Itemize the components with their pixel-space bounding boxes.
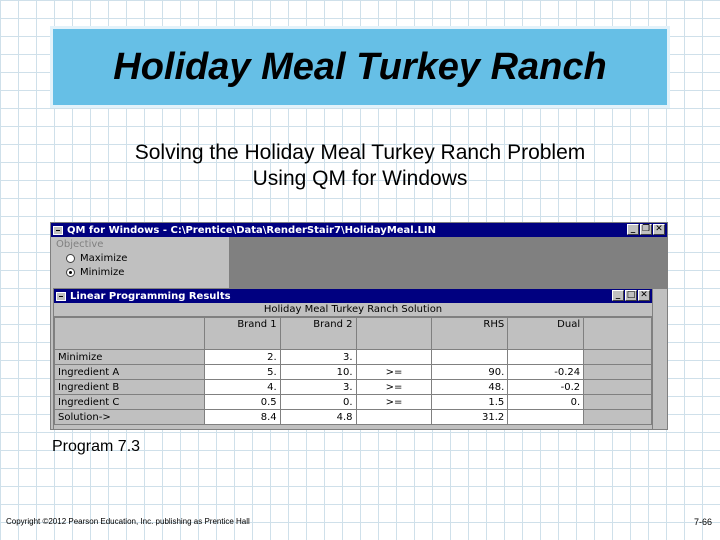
table-cell[interactable] <box>356 410 432 425</box>
program-label: Program 7.3 <box>52 438 141 455</box>
maximize-label: Maximize <box>80 253 128 264</box>
slide-title-box <box>50 26 670 108</box>
table-cell[interactable]: 31.2 <box>432 410 508 425</box>
table-cell[interactable]: >= <box>356 395 432 410</box>
minimize-button[interactable]: _ <box>627 224 639 235</box>
table-cell[interactable] <box>432 350 508 365</box>
slide-subtitle <box>0 140 720 192</box>
qm-main-window <box>50 222 668 430</box>
lp-results-window <box>53 288 653 430</box>
restore-button[interactable]: ❐ <box>641 224 651 234</box>
row-label-ingredient-b: Ingredient B <box>55 380 205 395</box>
table-cell[interactable]: 90. <box>432 365 508 380</box>
table-row-ingredient-b <box>55 380 652 395</box>
header-filler <box>584 318 652 350</box>
objective-legend: Objective <box>56 239 104 250</box>
row-label-minimize: Minimize <box>55 350 205 365</box>
row-label-solution: Solution-> <box>55 410 205 425</box>
table-cell[interactable] <box>508 410 584 425</box>
table-cell[interactable]: 0. <box>508 395 584 410</box>
table-cell[interactable]: 10. <box>280 365 356 380</box>
row-filler <box>584 395 652 410</box>
subtitle-line-2: Using QM for Windows <box>252 167 468 190</box>
table-cell[interactable]: 2. <box>204 350 280 365</box>
table-cell[interactable]: 3. <box>280 380 356 395</box>
results-close-button[interactable]: ✕ <box>638 290 650 301</box>
subtitle-line-1: Solving the Holiday Meal Turkey Ranch Problem <box>134 141 586 164</box>
results-titlebar[interactable] <box>54 289 652 303</box>
header-rhs: RHS <box>432 318 508 350</box>
maximize-option[interactable] <box>66 253 226 264</box>
solution-title: Holiday Meal Turkey Ranch Solution <box>54 303 652 317</box>
results-window-title: Linear Programming Results <box>70 290 231 302</box>
results-minimize-button[interactable]: _ <box>612 290 624 301</box>
close-button[interactable]: ✕ <box>653 224 665 235</box>
minimize-option[interactable] <box>66 267 226 278</box>
table-cell[interactable]: >= <box>356 365 432 380</box>
table-cell[interactable]: -0.2 <box>508 380 584 395</box>
results-maximize-button[interactable]: □ <box>626 290 636 300</box>
objective-group <box>54 239 226 289</box>
row-filler <box>584 350 652 365</box>
table-row-solution <box>55 410 652 425</box>
table-row-minimize <box>55 350 652 365</box>
table-cell[interactable]: -0.24 <box>508 365 584 380</box>
minimize-label: Minimize <box>80 267 125 278</box>
row-label-ingredient-c: Ingredient C <box>55 395 205 410</box>
table-cell[interactable]: 4. <box>204 380 280 395</box>
maximize-radio[interactable] <box>66 254 75 263</box>
qm-titlebar[interactable] <box>51 223 667 237</box>
system-menu-icon[interactable] <box>53 226 63 235</box>
results-table <box>54 317 652 425</box>
header-dual: Dual <box>508 318 584 350</box>
table-cell[interactable] <box>508 350 584 365</box>
header-brand-2: Brand 2 <box>280 318 356 350</box>
slide-title: Holiday Meal Turkey Ranch <box>113 45 607 88</box>
table-cell[interactable]: 3. <box>280 350 356 365</box>
copyright-notice: Copyright ©2012 Pearson Education, Inc. publishing as Prentice Hall <box>6 517 250 526</box>
table-cell[interactable]: >= <box>356 380 432 395</box>
workspace-background <box>229 237 667 289</box>
minimize-radio[interactable] <box>66 268 75 277</box>
row-filler <box>584 410 652 425</box>
table-cell[interactable] <box>356 350 432 365</box>
table-row-ingredient-a <box>55 365 652 380</box>
table-header-row <box>55 318 652 350</box>
row-filler <box>584 365 652 380</box>
table-cell[interactable]: 8.4 <box>204 410 280 425</box>
table-cell[interactable]: 4.8 <box>280 410 356 425</box>
table-cell[interactable]: 5. <box>204 365 280 380</box>
table-cell[interactable]: 1.5 <box>432 395 508 410</box>
header-operator <box>356 318 432 350</box>
header-brand-1: Brand 1 <box>204 318 280 350</box>
row-filler <box>584 380 652 395</box>
table-cell[interactable]: 0. <box>280 395 356 410</box>
table-cell[interactable]: 48. <box>432 380 508 395</box>
results-system-menu-icon[interactable] <box>56 292 66 301</box>
table-row-ingredient-c <box>55 395 652 410</box>
row-label-ingredient-a: Ingredient A <box>55 365 205 380</box>
header-cell-blank <box>55 318 205 350</box>
table-cell[interactable]: 0.5 <box>204 395 280 410</box>
page-number: 7-66 <box>693 517 712 527</box>
qm-window-title: QM for Windows - C:\Prentice\Data\RenderStair7\HolidayMeal.LIN <box>67 224 436 236</box>
